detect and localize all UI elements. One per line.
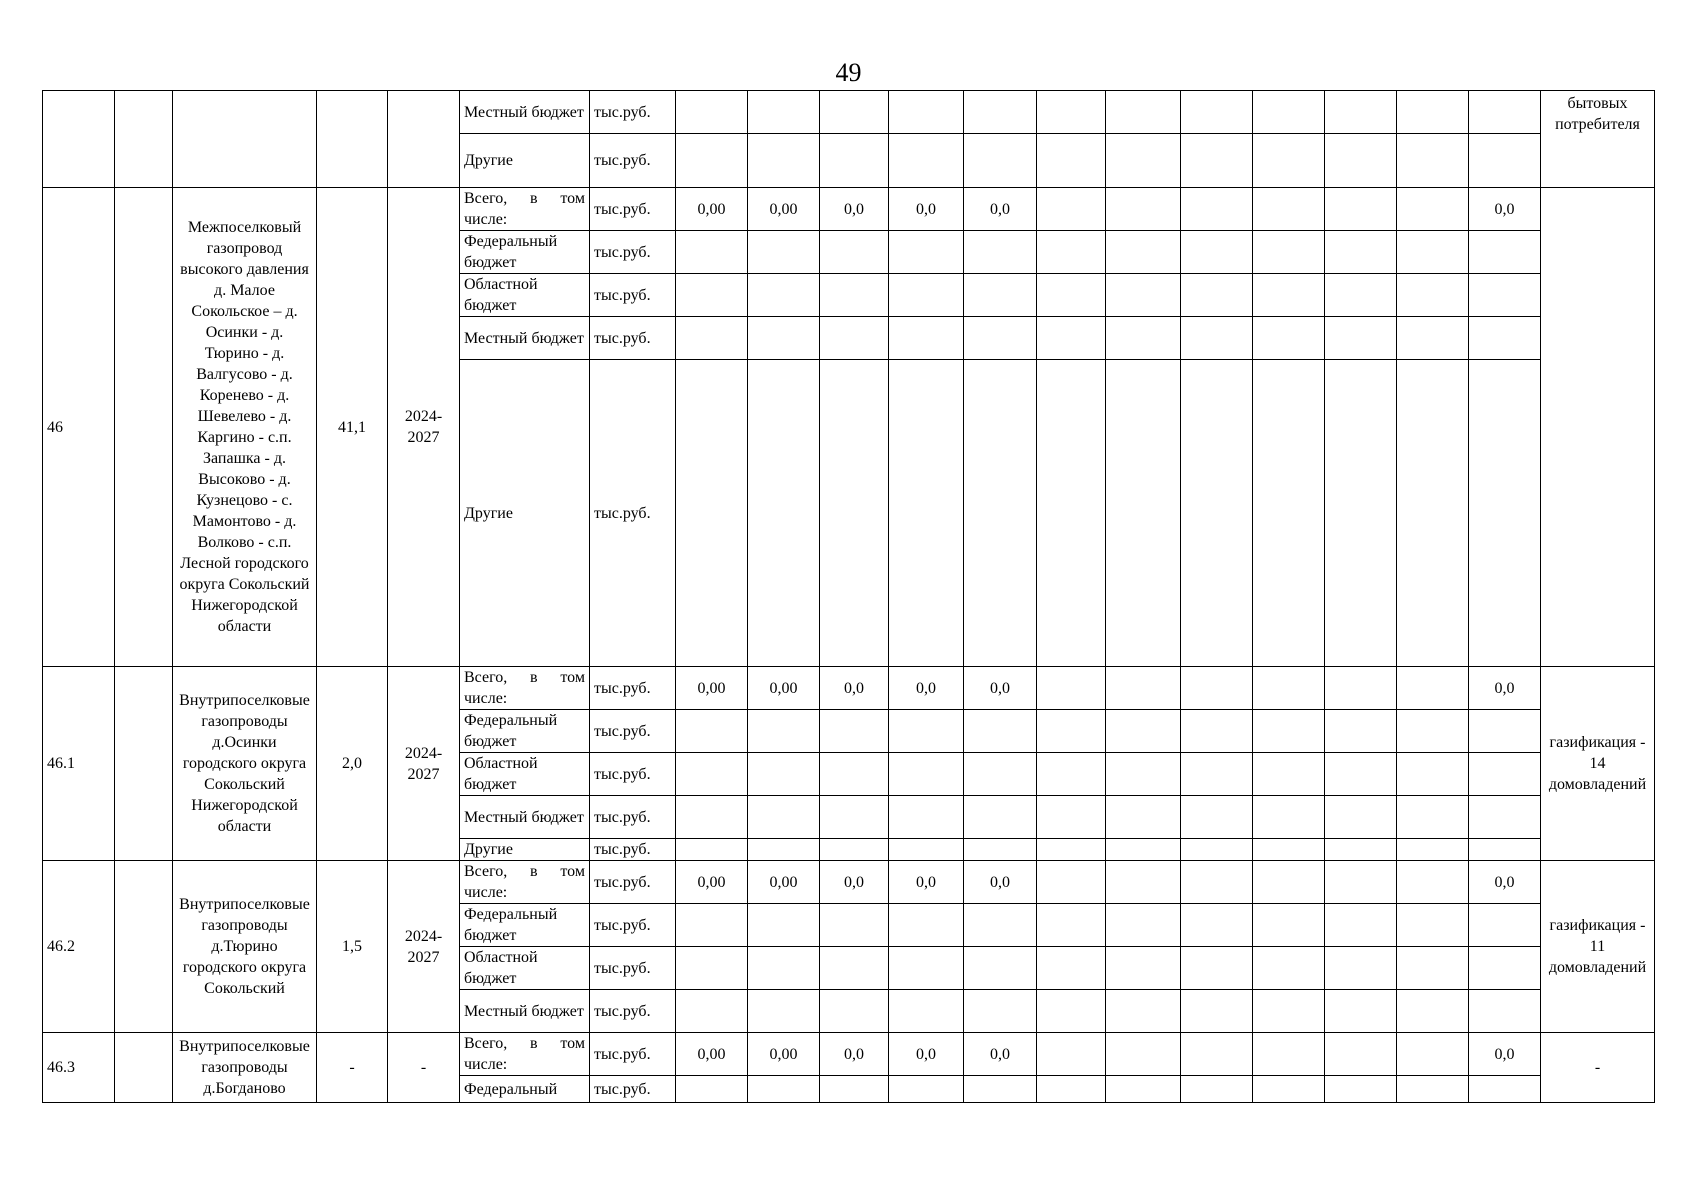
- source-total: Всего, в том числе:: [460, 188, 590, 231]
- page-number: 49: [835, 58, 862, 87]
- table-row: [43, 91, 1655, 134]
- value-cell: 0,0: [889, 667, 964, 710]
- unit: тыс.руб.: [590, 134, 676, 188]
- table-row: [43, 1033, 1655, 1076]
- source-total: Всего, в том числе:: [460, 1033, 590, 1076]
- item-period: 2024-2027: [388, 861, 460, 1033]
- value-cell: 0,00: [748, 1033, 820, 1076]
- item-name: Внутрипоселковые газопроводы д.Тюрино городского округа Сокольский: [173, 861, 317, 1033]
- value-cell: 0,00: [676, 667, 748, 710]
- item-number: 46: [43, 188, 115, 667]
- item-note: газификация - 14 домовладений: [1541, 667, 1655, 861]
- unit: тыс.руб.: [590, 861, 676, 904]
- item-length: 1,5: [317, 861, 388, 1033]
- value-cell: 0,00: [748, 188, 820, 231]
- item-note: газификация - 11 домовладений: [1541, 861, 1655, 1033]
- value-cell: 0,00: [676, 188, 748, 231]
- source-other: Другие: [460, 360, 590, 667]
- value-cell: 0,0: [964, 188, 1037, 231]
- item-note: бытовых потребителя: [1541, 91, 1655, 188]
- source-local: Местный бюджет: [460, 91, 590, 134]
- unit: тыс.руб.: [590, 360, 676, 667]
- source-regional: Областной бюджет: [460, 753, 590, 796]
- table-row: [43, 188, 1655, 231]
- source-local: Местный бюджет: [460, 990, 590, 1033]
- item-length: 41,1: [317, 188, 388, 667]
- value-cell: 0,00: [748, 861, 820, 904]
- source-other: Другие: [460, 134, 590, 188]
- value-cell-total: 0,0: [1469, 1033, 1541, 1076]
- value-cell-total: 0,0: [1469, 861, 1541, 904]
- value-cell-total: 0,0: [1469, 188, 1541, 231]
- item-note: [1541, 188, 1655, 667]
- source-total: Всего, в том числе:: [460, 667, 590, 710]
- value-cell: 0,0: [889, 861, 964, 904]
- source-local: Местный бюджет: [460, 317, 590, 360]
- value-cell: 0,0: [889, 1033, 964, 1076]
- value-cell: 0,0: [964, 1033, 1037, 1076]
- source-total: Всего, в том числе:: [460, 861, 590, 904]
- investment-program-table: [42, 90, 1655, 1103]
- value-cell: 0,0: [889, 188, 964, 231]
- source-federal: Федеральный бюджет: [460, 904, 590, 947]
- item-name: Внутрипоселковые газопроводы д.Осинки городского округа Сокольский Нижегородской области: [173, 667, 317, 861]
- value-cell: 0,0: [820, 1033, 889, 1076]
- unit: тыс.руб.: [590, 839, 676, 861]
- item-period: -: [388, 1033, 460, 1103]
- unit: тыс.руб.: [590, 904, 676, 947]
- item-period: 2024-2027: [388, 188, 460, 667]
- item-number: 46.3: [43, 1033, 115, 1103]
- value-cell: 0,0: [820, 667, 889, 710]
- unit: тыс.руб.: [590, 91, 676, 134]
- value-cell-total: 0,0: [1469, 667, 1541, 710]
- unit: тыс.руб.: [590, 231, 676, 274]
- value-cell: 0,0: [964, 861, 1037, 904]
- item-number: 46.2: [43, 861, 115, 1033]
- value-cell: 0,0: [964, 667, 1037, 710]
- unit: тыс.руб.: [590, 1033, 676, 1076]
- source-local: Местный бюджет: [460, 796, 590, 839]
- item-length: -: [317, 1033, 388, 1103]
- unit: тыс.руб.: [590, 667, 676, 710]
- source-federal: Федеральный бюджет: [460, 231, 590, 274]
- item-note: -: [1541, 1033, 1655, 1103]
- unit: тыс.руб.: [590, 947, 676, 990]
- value-cell: 0,00: [676, 861, 748, 904]
- item-number: 46.1: [43, 667, 115, 861]
- value-cell: 0,00: [676, 1033, 748, 1076]
- value-cell: 0,0: [820, 861, 889, 904]
- source-federal: Федеральный: [460, 1076, 590, 1103]
- source-regional: Областной бюджет: [460, 274, 590, 317]
- source-federal: Федеральный бюджет: [460, 710, 590, 753]
- value-cell: 0,0: [820, 188, 889, 231]
- item-period: 2024-2027: [388, 667, 460, 861]
- table-row: [43, 861, 1655, 904]
- unit: тыс.руб.: [590, 317, 676, 360]
- unit: тыс.руб.: [590, 188, 676, 231]
- unit: тыс.руб.: [590, 753, 676, 796]
- table-row: [43, 667, 1655, 710]
- item-name: Внутрипоселковые газопроводы д.Богданово: [173, 1033, 317, 1103]
- value-cell: 0,00: [748, 667, 820, 710]
- unit: тыс.руб.: [590, 796, 676, 839]
- item-length: 2,0: [317, 667, 388, 861]
- unit: тыс.руб.: [590, 990, 676, 1033]
- source-other: Другие: [460, 839, 590, 861]
- unit: тыс.руб.: [590, 1076, 676, 1103]
- unit: тыс.руб.: [590, 710, 676, 753]
- source-regional: Областной бюджет: [460, 947, 590, 990]
- unit: тыс.руб.: [590, 274, 676, 317]
- item-name: Межпоселковый газопровод высокого давления д. Малое Сокольское – д. Осинки - д. Тюрино - д. Валгусово - д. Коренево - д. Шевелево - д. Каргино - с.п. Запашка - д. Высоково - д. Кузнецово - с. Мамонтово - д. Волково - с.п. Лесной городского округа Сокольский Нижегородской области: [173, 188, 317, 667]
